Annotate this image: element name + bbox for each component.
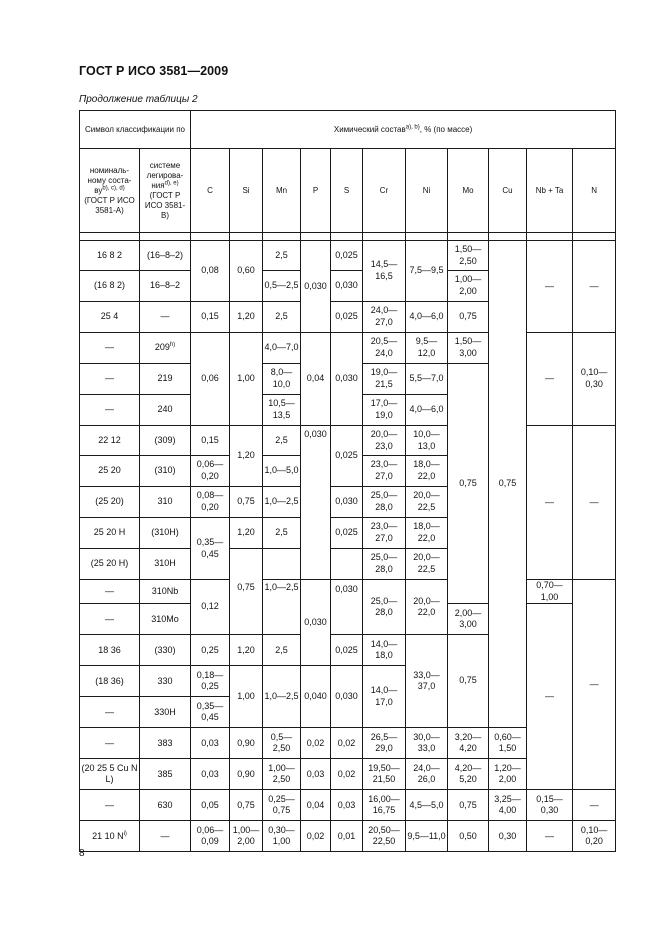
si-cell: 0,90 [230,728,263,759]
ni-cell: 24,0—26,0 [406,759,448,790]
alloy-cell: 310 [140,487,191,518]
header-c: C [191,149,230,233]
mn-cell [263,549,301,580]
header-classification-symbol: Символ классификации по [80,111,191,149]
mo-cell: 0,75 [448,302,489,333]
si-cell: 0,75 [230,549,263,635]
header-p: P [301,149,331,233]
c-cell: 0,03 [191,728,230,759]
n-cell: 0,10—0,20 [573,821,616,852]
nb-ta-cell: — [527,604,573,790]
nb-ta-cell: 0,70—1,00 [527,580,573,604]
n-cell: — [573,790,616,821]
nominal-cell: 21 10 $N^{i)}$ [80,821,140,852]
alloy-cell: (310H) [140,518,191,549]
header-cu: Cu [489,149,527,233]
s-cell: 0,025 [331,241,363,271]
page-number: 8 [79,848,85,859]
p-cell: 0,02 [301,821,331,852]
cr-cell: 16,00—16,75 [363,790,406,821]
mo-cell: 4,20—5,20 [448,759,489,790]
document-title: ГОСТ Р ИСО 3581—2009 [79,64,229,78]
alloy-cell: (16–8–2) [140,241,191,271]
n-cell: — [573,426,616,580]
ni-cell: 20,0—22,0 [406,580,448,635]
nominal-cell: (18 36) [80,666,140,697]
c-cell: 0,08 [191,241,230,302]
c-cell: 0,06—0,20 [191,456,230,487]
c-cell: 0,06 [191,333,230,426]
cr-cell: 17,0—19,0 [363,395,406,426]
s-cell: 0,025 [331,426,363,487]
p-cell: 0,030 [301,580,331,666]
mn-cell: 1,0—2,5 [263,580,301,635]
si-cell: 1,00 [230,666,263,728]
alloy-cell: 310Mo [140,604,191,635]
mn-cell: 0,5—2,5 [263,271,301,302]
c-cell: 0,15 [191,426,230,456]
s-cell: 0,025 [331,518,363,549]
s-cell: 0,025 [331,635,363,666]
table-row [80,821,616,852]
nb-ta-cell: 0,15—0,30 [527,790,573,821]
cu-cell: 3,25—4,00 [489,790,527,821]
table-caption: Продолжение таблицы 2 [79,94,198,105]
alloy-cell: 630 [140,790,191,821]
n-cell: 0,10—0,30 [573,333,616,426]
mn-cell: 1,0—5,0 [263,456,301,487]
s-cell: 0,01 [331,821,363,852]
cr-cell: 19,50—21,50 [363,759,406,790]
nominal-cell: 25 20 H [80,518,140,549]
nominal-cell: — [80,697,140,728]
mo-cell: 1,00—2,00 [448,271,489,302]
alloy-cell: 219 [140,364,191,395]
alloy-cell: 385 [140,759,191,790]
mn-cell: 2,5 [263,302,301,333]
cr-cell: 14,5—16,5 [363,241,406,302]
si-cell: 1,20 [230,518,263,549]
table-row [80,333,616,364]
nb-ta-cell: — [527,821,573,852]
si-cell: 0,75 [230,790,263,821]
header-alloy-system: системе легирова-ния$^{d), e)}$ (ГОСТ Р ИСО 3581-В) [140,149,191,233]
si-cell: 1,20 [230,302,263,333]
mo-cell: 3,20—4,20 [448,728,489,759]
cu-cell: 0,75 [489,241,527,728]
alloy-cell: 209$^{h)}$ [140,333,191,364]
cr-cell: 14,0—17,0 [363,666,406,728]
header-si: Si [230,149,263,233]
mn-cell: 2,5 [263,426,301,456]
ni-cell: 18,0—22,0 [406,518,448,549]
nominal-cell: (16 8 2) [80,271,140,302]
cu-cell: 0,30 [489,821,527,852]
s-cell: 0,030 [331,580,363,635]
mo-cell: 0,75 [448,635,489,728]
cr-cell: 20,0—23,0 [363,426,406,456]
nb-ta-cell: — [527,333,573,426]
ni-cell: 20,0—22,5 [406,549,448,580]
c-cell: 0,35—0,45 [191,518,230,580]
mn-cell: 2,5 [263,241,301,271]
si-cell: 0,90 [230,759,263,790]
s-cell [331,549,363,580]
mo-cell: 1,50—2,50 [448,241,489,271]
s-cell: 0,030 [331,333,363,426]
p-cell: 0,04 [301,333,331,426]
mn-cell: 0,5—2,50 [263,728,301,759]
s-cell: 0,030 [331,666,363,728]
mn-cell: 2,5 [263,635,301,666]
mn-cell: 10,5—13,5 [263,395,301,426]
nominal-cell: 22 12 [80,426,140,456]
cr-cell: 20,50—22,50 [363,821,406,852]
si-cell: 0,75 [230,487,263,518]
cr-cell: 25,0—28,0 [363,487,406,518]
alloy-cell: 240 [140,395,191,426]
cr-cell: 25,0—28,0 [363,580,406,635]
header-nb-ta: Nb + Ta [527,149,573,233]
n-cell: — [573,241,616,333]
p-cell: 0,030 [301,426,331,580]
ni-cell: 7,5—9,5 [406,241,448,302]
si-cell: 0,60 [230,241,263,302]
cr-cell: 23,0—27,0 [363,518,406,549]
mn-cell: 1,0—2,5 [263,487,301,518]
alloy-cell: — [140,302,191,333]
ni-cell: 10,0—13,0 [406,426,448,456]
table-row [80,580,616,604]
si-cell: 1,00 [230,333,263,426]
table-row [80,790,616,821]
s-cell: 0,02 [331,728,363,759]
c-cell: 0,03 [191,759,230,790]
alloy-cell: 310Nb [140,580,191,604]
c-cell: 0,35—0,45 [191,697,230,728]
cr-cell: 23,0—27,0 [363,456,406,487]
p-cell: 0,03 [301,759,331,790]
mo-cell: 0,50 [448,821,489,852]
ni-cell: 4,0—6,0 [406,395,448,426]
alloy-cell: 310H [140,549,191,580]
header-s: S [331,149,363,233]
c-cell: 0,08—0,20 [191,487,230,518]
p-cell: 0,030 [301,241,331,333]
s-cell: 0,03 [331,790,363,821]
mn-cell: 8,0—10,0 [263,364,301,395]
nominal-cell: (25 20 H) [80,549,140,580]
nb-ta-cell: — [527,426,573,580]
alloy-cell: (309) [140,426,191,456]
mo-cell: 0,75 [448,790,489,821]
cu-cell: 0,60—1,50 [489,728,527,759]
cr-cell: 25,0—28,0 [363,549,406,580]
mn-cell: 2,5 [263,518,301,549]
si-cell: 1,20 [230,635,263,666]
table-row [80,426,616,456]
ni-cell: 20,0—22,5 [406,487,448,518]
ni-cell: 9,5—11,0 [406,821,448,852]
cr-cell: 26,5—29,0 [363,728,406,759]
nb-ta-cell: — [527,241,573,333]
ni-cell: 5,5—7,0 [406,364,448,395]
cr-cell: 24,0—27,0 [363,302,406,333]
ni-cell: 4,5—5,0 [406,790,448,821]
cr-cell: 20,5—24,0 [363,333,406,364]
header-nominal-composition: номиналь-ному соста-$ву^{b), c), d)}$ (ГОСТ Р ИСО 3581-А) [80,149,140,233]
p-cell: 0,040 [301,666,331,728]
mn-cell: 0,30—1,00 [263,821,301,852]
header-mn: Mn [263,149,301,233]
header-mo: Mo [448,149,489,233]
nominal-cell: — [80,728,140,759]
nominal-cell: — [80,333,140,364]
nominal-cell: — [80,790,140,821]
si-cell: 1,20 [230,426,263,487]
nominal-cell: — [80,364,140,395]
header-ni: Ni [406,149,448,233]
header-cr: Cr [363,149,406,233]
p-cell: 0,02 [301,728,331,759]
alloy-cell: (310) [140,456,191,487]
nominal-cell: (20 25 5 Cu N L) [80,759,140,790]
c-cell: 0,12 [191,580,230,635]
c-cell: 0,05 [191,790,230,821]
header-n: N [573,149,616,233]
nominal-cell: 25 4 [80,302,140,333]
s-cell: 0,025 [331,302,363,333]
cr-cell: 14,0—18,0 [363,635,406,666]
alloy-cell: (330) [140,635,191,666]
c-cell: 0,15 [191,302,230,333]
s-cell: 0,02 [331,759,363,790]
mn-cell: 4,0—7,0 [263,333,301,364]
alloy-cell: 330H [140,697,191,728]
nominal-cell: 16 8 2 [80,241,140,271]
ni-cell: 33,0—37,0 [406,635,448,728]
cu-cell: 1,20—2,00 [489,759,527,790]
ni-cell: 9,5—12,0 [406,333,448,364]
mn-cell: 0,25—0,75 [263,790,301,821]
mo-cell: 2,00—3,00 [448,604,489,635]
mo-cell: 1,50—3,00 [448,333,489,364]
alloy-cell: 383 [140,728,191,759]
cr-cell: 19,0—21,5 [363,364,406,395]
table-row [80,241,616,271]
si-cell: 1,00—2,00 [230,821,263,852]
mo-cell: 0,75 [448,364,489,604]
p-cell: 0,04 [301,790,331,821]
n-cell: — [573,580,616,790]
s-cell: 0,030 [331,487,363,518]
c-cell: 0,25 [191,635,230,666]
chemical-composition-table [79,110,616,852]
alloy-cell: 16–8–2 [140,271,191,302]
s-cell: 0,030 [331,271,363,302]
ni-cell: 4,0—6,0 [406,302,448,333]
ni-cell: 18,0—22,0 [406,456,448,487]
header-spacer-row [80,233,616,241]
nominal-cell: — [80,580,140,604]
c-cell: 0,06—0,09 [191,821,230,852]
nominal-cell: 25 20 [80,456,140,487]
nominal-cell: (25 20) [80,487,140,518]
nominal-cell: 18 36 [80,635,140,666]
header-chemical-composition: Химический состав$^{а), b)}$, % (по массе) [191,111,616,149]
mn-cell: 1,00—2,50 [263,759,301,790]
ni-cell: 30,0—33,0 [406,728,448,759]
alloy-cell: — [140,821,191,852]
nominal-cell: — [80,604,140,635]
mn-cell: 1,0—2,5 [263,666,301,728]
alloy-cell: 330 [140,666,191,697]
c-cell: 0,18—0,25 [191,666,230,697]
nominal-cell: — [80,395,140,426]
